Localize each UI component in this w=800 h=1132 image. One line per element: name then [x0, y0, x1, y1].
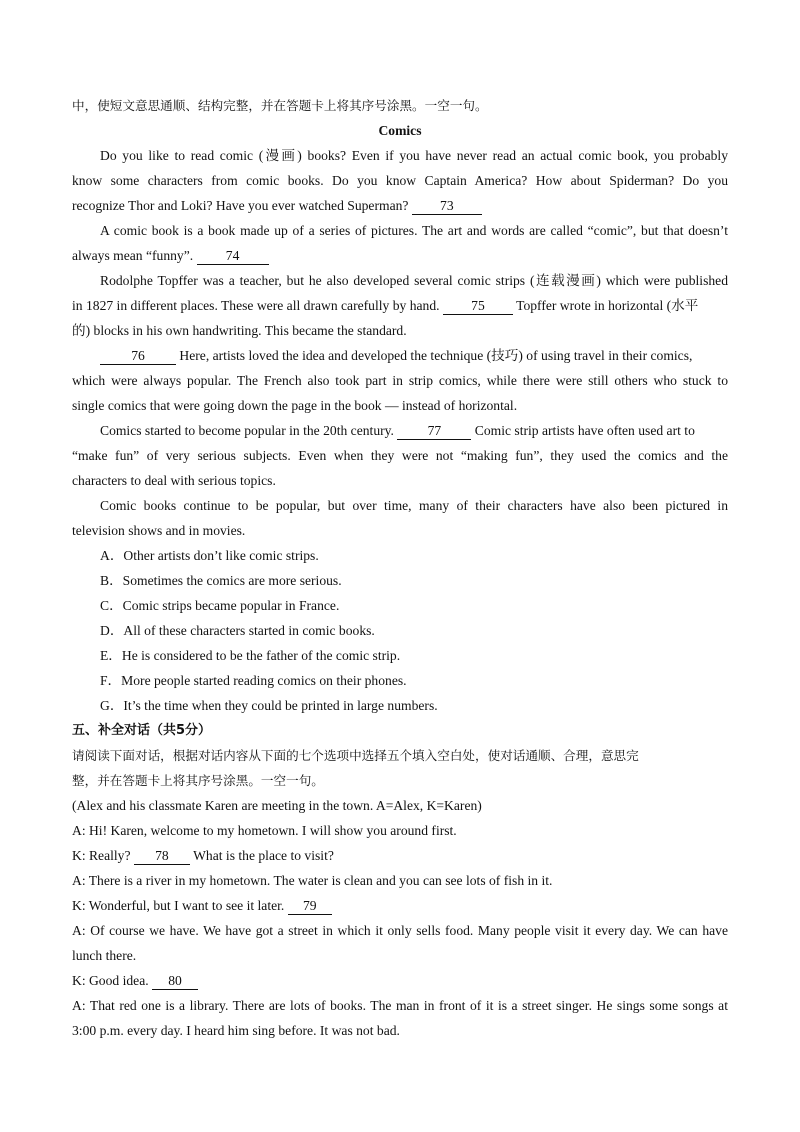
instruction-tail: 中，使短文意思通顺、结构完整，并在答题卡上将其序号涂黑。一空一句。: [72, 98, 488, 113]
p5-text-a: Comics started to become popular in the 20th century.: [100, 423, 394, 438]
p4-text: Here, artists loved the idea and developed the technique (技巧) of using travel in their comics,: [179, 348, 693, 363]
p4-line-2: which were always popular. The French also took part in strip comics, while there were still others who stuck to: [72, 373, 728, 388]
p6-line-2: television shows and in movies.: [72, 523, 246, 538]
section-5-instruction-2: 整，并在答题卡上将其序号涂黑。一空一句。: [72, 773, 324, 788]
dialogue-setting: (Alex and his classmate Karen are meeting in the town. A=Alex, K=Karen): [72, 798, 482, 813]
option-c[interactable]: C．Comic strips became popular in France.: [100, 598, 340, 613]
p3-text-a: in 1827 in different places. These were all drawn carefully by hand.: [72, 298, 440, 313]
p4-line-3: single comics that were going down the page in the book — instead of horizontal.: [72, 398, 518, 413]
p1-line-3: [72, 193, 728, 218]
blank-77[interactable]: 77: [397, 423, 471, 440]
dialogue-line-2: [72, 843, 728, 868]
p2-line-2: [72, 243, 728, 268]
p2-text: always mean “funny”.: [72, 248, 194, 263]
paragraph-1: [72, 143, 728, 218]
p1-line-2: know some characters from comic books. Do you know Captain America? How about Spiderman? Do you: [72, 173, 728, 188]
p1-line-1: Do you like to read comic (漫画) books? Even if you have never read an actual comic book, you probably: [100, 148, 728, 163]
option-g[interactable]: G．It’s the time when they could be printed in large numbers.: [100, 698, 438, 713]
blank-75[interactable]: 75: [443, 298, 513, 315]
p3-line-2: [72, 293, 728, 318]
dialogue-text: What is the place to visit?: [193, 848, 334, 863]
blank-79[interactable]: 79: [288, 898, 332, 915]
dialogue-text: K: Wonderful, but I want to see it later.: [72, 898, 285, 913]
p4-line-1: [72, 343, 728, 368]
option-b[interactable]: B．Sometimes the comics are more serious.: [100, 573, 342, 588]
option-f[interactable]: F．More people started reading comics on their phones.: [100, 673, 407, 688]
dialogue-line-7b: 3:00 p.m. every day. I heard him sing before. It was not bad.: [72, 1023, 400, 1038]
dialogue-text: K: Really?: [72, 848, 131, 863]
p3-text-b: Topffer wrote in horizontal (水平: [516, 298, 699, 313]
p5-text-b: Comic strip artists have often used art to: [474, 423, 695, 438]
section-5-instruction-1: 请阅读下面对话，根据对话内容从下面的七个选项中选择五个填入空白处，使对话通顺、合理，意思完: [72, 748, 639, 763]
paragraph-2: [72, 218, 728, 268]
page-content: [72, 93, 728, 1043]
section-5-heading: 五、补全对话（共5分）: [72, 723, 212, 738]
section-5: [72, 718, 728, 1043]
p6-line-1: Comic books continue to be popular, but over time, many of their characters have also been pictured in: [100, 498, 728, 513]
paragraph-6: [72, 493, 728, 543]
p5-line-3: characters to deal with serious topics.: [72, 473, 276, 488]
p1-text: recognize Thor and Loki? Have you ever watched Superman?: [72, 198, 409, 213]
passage-title: Comics: [378, 123, 422, 138]
option-a[interactable]: A．Other artists don’t like comic strips.: [100, 548, 319, 563]
dialogue-text: K: Good idea.: [72, 973, 149, 988]
blank-80[interactable]: 80: [152, 973, 198, 990]
paragraph-3: [72, 268, 728, 343]
p3-line-3: 的) blocks in his own handwriting. This became the standard.: [72, 323, 407, 338]
dialogue-line-5a: A: Of course we have. We have got a street in which it only sells food. Many people visit it every day. We can have: [72, 923, 728, 938]
option-e[interactable]: E．He is considered to be the father of the comic strip.: [100, 648, 401, 663]
option-list: [72, 543, 728, 718]
dialogue-line-7a: A: That red one is a library. There are lots of books. The man in front of it is a street singer. He sings some songs at: [72, 998, 728, 1013]
dialogue-line-5b: lunch there.: [72, 948, 137, 963]
blank-76[interactable]: 76: [100, 348, 176, 365]
blank-73[interactable]: 73: [412, 198, 482, 215]
dialogue-line-4: [72, 893, 728, 918]
paragraph-5: [72, 418, 728, 493]
p5-line-1: [72, 418, 728, 443]
p3-line-1: Rodolphe Topffer was a teacher, but he also developed several comic strips (连载漫画) which were published: [100, 273, 728, 288]
p5-line-2: “make fun” of very serious subjects. Even when they were not “making fun”, they used the comics and the: [72, 448, 728, 463]
option-d[interactable]: D．All of these characters started in comic books.: [100, 623, 375, 638]
dialogue-line-6: [72, 968, 728, 993]
blank-74[interactable]: 74: [197, 248, 269, 265]
dialogue-line-1: A: Hi! Karen, welcome to my hometown. I will show you around first.: [72, 823, 457, 838]
p2-line-1: A comic book is a book made up of a series of pictures. The art and words are called “comic”, but that doesn’t: [100, 223, 728, 238]
dialogue-line-3: A: There is a river in my hometown. The water is clean and you can see lots of fish in it.: [72, 873, 553, 888]
blank-78[interactable]: 78: [134, 848, 190, 865]
paragraph-4: [72, 343, 728, 418]
